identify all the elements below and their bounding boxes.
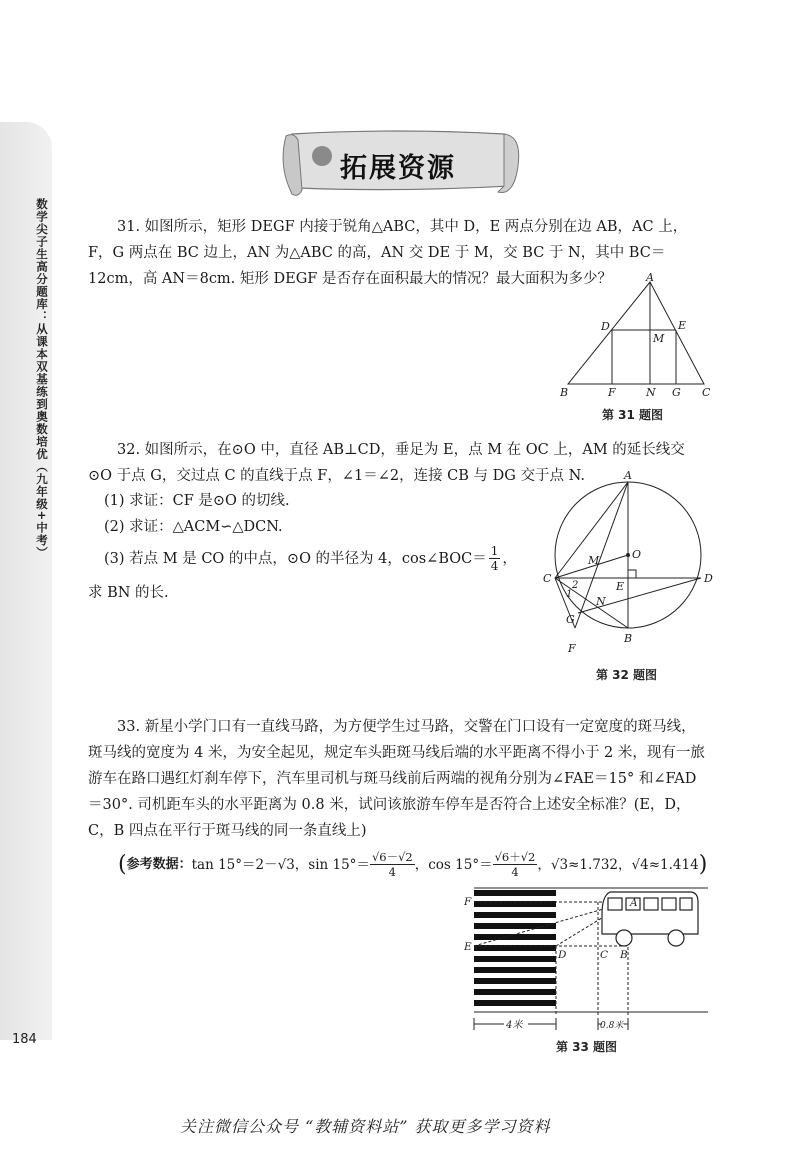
q33-label-a: A xyxy=(630,897,638,909)
banner-dot-icon xyxy=(312,146,332,166)
q31-text: 31. 如图所示，矩形 DEGF 内接于锐角△ABC，其中 D，E 两点分别在边 AB，AC 上，F，G 两点在 BC 边上，AN 为△ABC 的高，AN 交 DE 于 M，交 BC 于 N，其中 BC＝12cm，高 AN＝8cm. 矩形 DEGF 是否存在面积最大的情况？最大面积为多少？ xyxy=(88,219,688,287)
q33-dim-0-8m: 0.8米 xyxy=(600,1021,624,1031)
q31-caption: 第 31 题图 xyxy=(602,408,664,422)
page-number: 184 xyxy=(12,1032,37,1047)
q31-label-g: G xyxy=(672,386,681,399)
q32-part1: (1) 求证：CF 是⊙O 的切线. xyxy=(104,493,290,509)
q31-label-b: B xyxy=(560,386,569,399)
q32-angle-2: 2 xyxy=(572,580,579,591)
q32-frac-num: 1 xyxy=(490,544,499,558)
q32-part3 xyxy=(104,544,517,573)
rectangle-degf xyxy=(612,330,676,384)
banner-title: 拓展资源 xyxy=(340,153,456,184)
q32-label-g: G xyxy=(566,613,575,626)
q33-label-c: C xyxy=(600,949,609,961)
q31-label-n: N xyxy=(646,386,656,399)
q33-caption: 第 33 题图 xyxy=(556,1040,618,1054)
center-point xyxy=(626,553,630,557)
q32-label-a: A xyxy=(624,469,632,482)
right-angle-mark xyxy=(628,570,636,578)
q33-reference-data xyxy=(118,850,708,879)
q32-label-e: E xyxy=(616,580,625,593)
ref-cos-den: 4 xyxy=(511,865,519,879)
q33-label-f: F xyxy=(464,896,472,908)
q31-label-m: M xyxy=(653,332,665,345)
ref-cos-num: √6＋√2 xyxy=(494,850,536,864)
book-title: 数学尖子生高分题库：从课本双基练到奥数培优（九年级+中考） xyxy=(35,198,49,559)
ref-close-paren: ) xyxy=(698,851,708,877)
ref-tail: ，√3≈1.732，√4≈1.414 xyxy=(537,856,699,873)
ref-open-paren: ( xyxy=(118,851,127,877)
bus-icon xyxy=(602,892,698,946)
ref-sin-num: √6－√2 xyxy=(371,850,413,864)
q32-fraction xyxy=(489,544,501,573)
q32-label-b: B xyxy=(624,632,633,645)
ref-sin-fraction xyxy=(370,850,415,879)
q32-label-m: M xyxy=(588,554,600,567)
zebra-crossing xyxy=(474,890,556,1006)
q32-text: 32. 如图所示，在⊙O 中，直径 AB⊥CD，垂足为 E，点 M 在 OC 上，AM 的延长线交⊙O 于点 G，交过点 C 的直线于点 F，∠1＝∠2，连接 CB 与 DG 交于点 N. xyxy=(88,442,685,484)
q33-label-d: D xyxy=(558,949,567,961)
ref-cos: ，cos 15°＝ xyxy=(414,856,493,873)
q31-label-e: E xyxy=(678,319,687,332)
q33-dim-4m: 4米 xyxy=(506,1020,523,1031)
q32-angle-1: 1 xyxy=(566,589,573,600)
q32-part3-comma: ， xyxy=(502,550,517,567)
q31-label-d: D xyxy=(601,320,610,333)
q32-part3-line2: 求 BN 的长. xyxy=(88,585,169,601)
q31-label-c: C xyxy=(702,386,711,399)
q33-text: 33. 新星小学门口有一直线马路，为方便学生过马路，交警在门口设有一定宽度的斑马线，斑马线的宽度为 4 米，为安全起见，规定车头距斑马线后端的水平距离不得小于 2 米，现有一旅游车在路口遇红灯刹车停下，汽车里司机与斑马线前后两端的视角分别为∠FAE＝15° 和∠FAD＝30°. 司机距车头的水平距离为 0.8 米，试问该旅游车停车是否符合上述安全标准？(E，D，C，B 四点在平行于斑马线的同一条直线上) xyxy=(88,719,705,839)
ref-label: 参考数据： xyxy=(126,856,192,872)
footer-note: 关注微信公众号 “教辅资料站” 获取更多学习资料 xyxy=(180,1117,551,1136)
q32-figure xyxy=(538,468,718,658)
q33-figure xyxy=(460,884,710,1034)
ref-sin-den: 4 xyxy=(388,865,396,879)
q31-label-a: A xyxy=(646,272,654,284)
triangle-abc xyxy=(568,282,704,384)
ref-cos-fraction xyxy=(493,850,538,879)
q33-label-e: E xyxy=(464,941,472,953)
q32-label-c: C xyxy=(543,572,552,585)
q32-part3-text: (3) 若点 M 是 CO 的中点，⊙O 的半径为 4，cos∠BOC＝ xyxy=(104,550,487,567)
q32-label-o: O xyxy=(632,548,642,561)
ref-tan-sin: tan 15°＝2－√3，sin 15°＝ xyxy=(191,856,370,873)
q32-label-n: N xyxy=(596,595,606,608)
q31-figure xyxy=(556,272,716,402)
q33-label-b: B xyxy=(620,949,628,961)
q31-label-f: F xyxy=(608,386,616,399)
q32-label-d: D xyxy=(704,572,713,585)
q32-label-f: F xyxy=(568,642,576,655)
q32-frac-den: 4 xyxy=(490,559,499,573)
q32-caption: 第 32 题图 xyxy=(596,668,658,682)
q32-part2: (2) 求证：△ACM∽△DCN. xyxy=(104,519,283,535)
